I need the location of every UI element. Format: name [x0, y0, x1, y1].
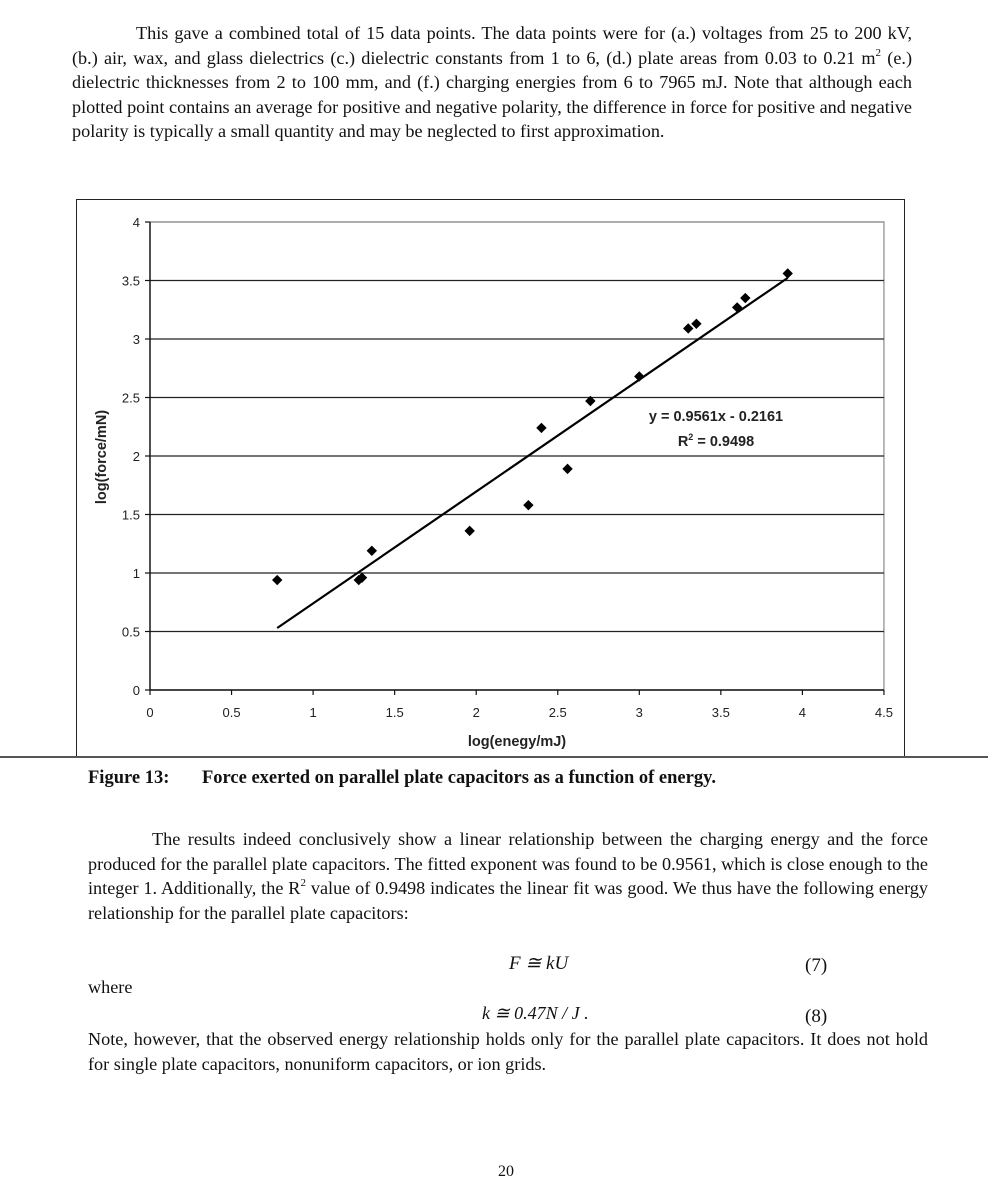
trendline-equation: y = 0.9561x - 0.2161	[648, 409, 784, 425]
figure-caption	[88, 768, 716, 789]
equation-8-number: (8)	[805, 1006, 828, 1027]
x-tick-label: 2	[472, 705, 480, 720]
y-tick-label: 2.5	[121, 390, 140, 406]
y-tick-label: 0	[132, 683, 140, 698]
equation-8: k ≅ 0.47N / J .	[482, 1003, 589, 1023]
y-tick-label: 3	[132, 332, 140, 347]
x-axis-label: log(enegy/mJ)	[467, 734, 567, 750]
y-tick-label: 3.5	[121, 273, 140, 289]
superscript: 2	[875, 46, 882, 59]
where-label: where	[88, 977, 133, 997]
equation-7-number: (7)	[805, 955, 828, 976]
results-text-part1: The results indeed conclusively show a linear relationship between the charging energy and the force produced for the parallel plate capacitors. The fitted exponent was found to be 0.9561, which is close enough to the integer 1. Additionally, the R	[88, 829, 928, 899]
intro-text-part1: This gave a combined total of 15 data points. The data points were for (a.) voltages from 25 to 200 kV, (b.) air, wax, and glass dielectrics (c.) dielectric constants from 1 to 6, (d.) plate areas from 0.03 to 0.21 m	[72, 23, 912, 68]
y-axis-label: log(force/mN)	[94, 409, 110, 505]
x-tick-label: 0	[146, 705, 154, 720]
y-axis-ticks	[122, 215, 150, 698]
page-number: 20	[498, 1163, 514, 1180]
y-tick-label: 0.5	[121, 624, 140, 640]
superscript: 2	[300, 877, 306, 890]
x-tick-label: 2.5	[548, 705, 567, 720]
figure-number: Figure 13:	[88, 768, 170, 788]
x-tick-label: 0.5	[222, 705, 241, 720]
x-axis-ticks	[146, 690, 893, 720]
y-tick-label: 1.5	[121, 507, 140, 523]
x-tick-label: 3.5	[711, 705, 730, 720]
y-tick-label: 2	[132, 449, 140, 464]
results-paragraph	[88, 827, 928, 925]
r-squared-label: $R^2 = 0.9498$	[677, 432, 755, 450]
x-tick-label: 3	[635, 705, 643, 720]
note-paragraph: Note, however, that the observed energy relationship holds only for the parallel plate capacitors. It does not hold for single plate capacitors, nonuniform capacitors, or ion grids.	[88, 1029, 928, 1074]
x-tick-label: 1	[309, 705, 317, 720]
intro-text-part2: (e.) dielectric thicknesses from 2 to 100 mm, and (f.) charging energies from 6 to 7965 mJ. Note that although each plotted point contains an average for positive and negative polarity, the difference in force for positive and negative polarity is typically a small quantity and may be neglected to first approximation.	[72, 47, 913, 142]
x-tick-label: 4	[798, 705, 807, 720]
figure-caption-text: Force exerted on parallel plate capacitors as a function of energy.	[202, 768, 716, 788]
equation-7: F ≅ kU	[509, 953, 569, 974]
results-text-part2: value of 0.9498 indicates the linear fit was good. We thus have the following energy relationship for the parallel plate capacitors:	[88, 878, 928, 923]
y-tick-label: 1	[132, 566, 140, 581]
y-tick-label: 4	[132, 215, 140, 230]
x-tick-label: 4.5	[874, 705, 893, 720]
x-tick-label: 1.5	[385, 705, 404, 720]
